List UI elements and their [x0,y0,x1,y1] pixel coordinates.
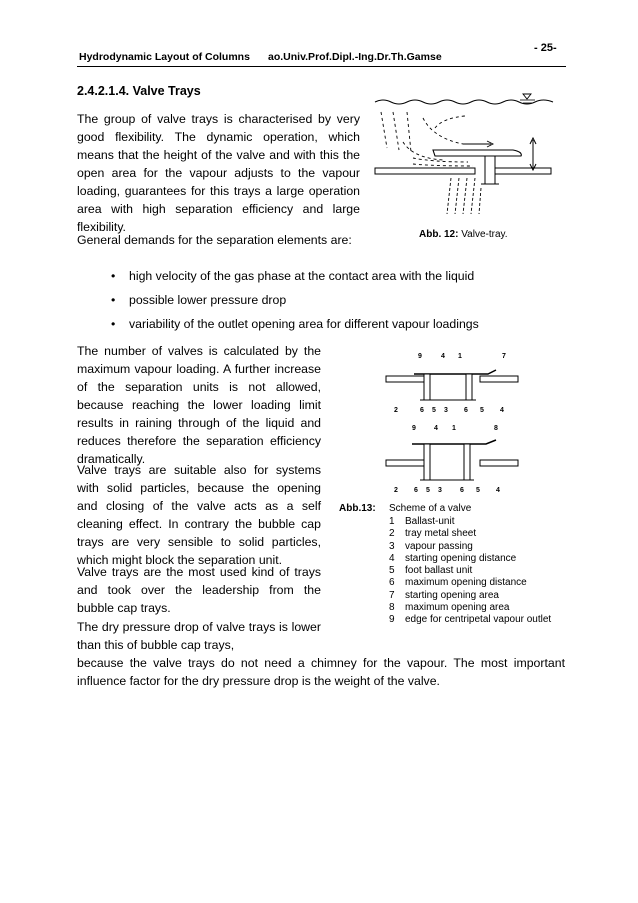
scheme-label: 9 [412,425,416,432]
list-item: • variability of the outlet opening area for different vapour loadings [111,317,479,331]
list-item: • high velocity of the gas phase at the contact area with the liquid [111,269,475,283]
scheme-label: 3 [444,407,448,414]
paragraph-number-of-valves: The number of valves is calculated by the maximum vapour loading. A further increase of the separation units is not allowed, because reaching the lower loading limit results in raining through of the liquid and reduces therefore the separation efficiency dramatically. [77,344,321,466]
valve-upper-state [386,353,518,414]
scheme-label: 9 [418,353,422,360]
legend-item: 8 maximum opening area [389,602,510,614]
legend-item: 9 edge for centripetal vapour outlet [389,614,552,626]
legend-item: 2 tray metal sheet [389,528,477,540]
scheme-label: 6 [420,407,424,414]
scheme-label: 3 [438,487,442,494]
valve-scheme-figure [384,348,520,498]
header-rule [77,66,566,67]
figure-12-caption [419,229,508,240]
valve-lower-state [386,425,518,494]
figure-13-title: Scheme of a valve [389,503,472,514]
scheme-label: 7 [502,353,506,360]
paragraph-demands: General demands for the separation elements are: [77,233,352,247]
valve-tray-figure [373,88,563,218]
scheme-label: 2 [394,407,398,414]
scheme-label: 5 [432,407,436,414]
running-header-title: Hydrodynamic Layout of Columns [79,51,250,63]
figure-13-label: Abb.13: [339,503,376,514]
legend-item: 1 Ballast-unit [389,516,455,527]
demands-list [109,267,569,339]
scheme-label: 6 [464,407,468,414]
legend-item: 6 maximum opening distance [389,577,527,589]
legend-item: 3 vapour passing [389,540,473,552]
legend-item: 7 starting opening area [389,589,499,601]
paragraph-pressure-drop: The dry pressure drop of valve trays is lower than this of bubble cap trays, [77,620,321,652]
scheme-label: 5 [480,407,484,414]
scheme-label: 1 [452,425,456,432]
scheme-label: 4 [496,487,500,494]
figure-13-legend [389,516,551,627]
paragraph-pressure-drop-cont: because the valve trays do not need a chimney for the vapour. The most important influence factor for the dry pressure drop is the weight of the valve. [77,656,565,688]
paragraph-most-used: Valve trays are the most used kind of trays and took over the leadership from the bubble cap trays. [77,565,321,615]
page-number: - 25- [534,42,557,54]
figure-12-text: Valve-tray. [461,229,508,240]
scheme-label: 8 [494,425,498,432]
list-item: • possible lower pressure drop [111,293,287,307]
paragraph-solid-particles: Valve trays are suitable also for systems with solid particles, because the opening and closing of the valve acts as a self cleaning effect. In contrary the bubble cap trays are very sensible to solid particles, which might block the separation unit. [77,463,321,567]
running-header-author: ao.Univ.Prof.Dipl.-Ing.Dr.Th.Gamse [268,51,442,63]
legend-item: 4 starting opening distance [389,552,517,564]
legend-item: 5 foot ballast unit [389,565,473,577]
scheme-label: 1 [458,353,462,360]
scheme-label: 4 [434,425,438,432]
scheme-label: 4 [500,407,504,414]
section-title: 2.4.2.1.4. Valve Trays [77,84,201,98]
paragraph-intro: The group of valve trays is characterised by very good flexibility. The dynamic operation, which means that the height of the valve and with this the open area for the vapour adjusts to the vapour loading, guarantees for this trays a large operation area with high separation efficiency and large flexibility. [77,112,360,234]
scheme-label: 5 [426,487,430,494]
scheme-label: 4 [441,353,445,360]
scheme-label: 2 [394,487,398,494]
scheme-label: 6 [414,487,418,494]
figure-12-label: Abb. 12: [419,229,459,240]
scheme-label: 6 [460,487,464,494]
scheme-label: 5 [476,487,480,494]
